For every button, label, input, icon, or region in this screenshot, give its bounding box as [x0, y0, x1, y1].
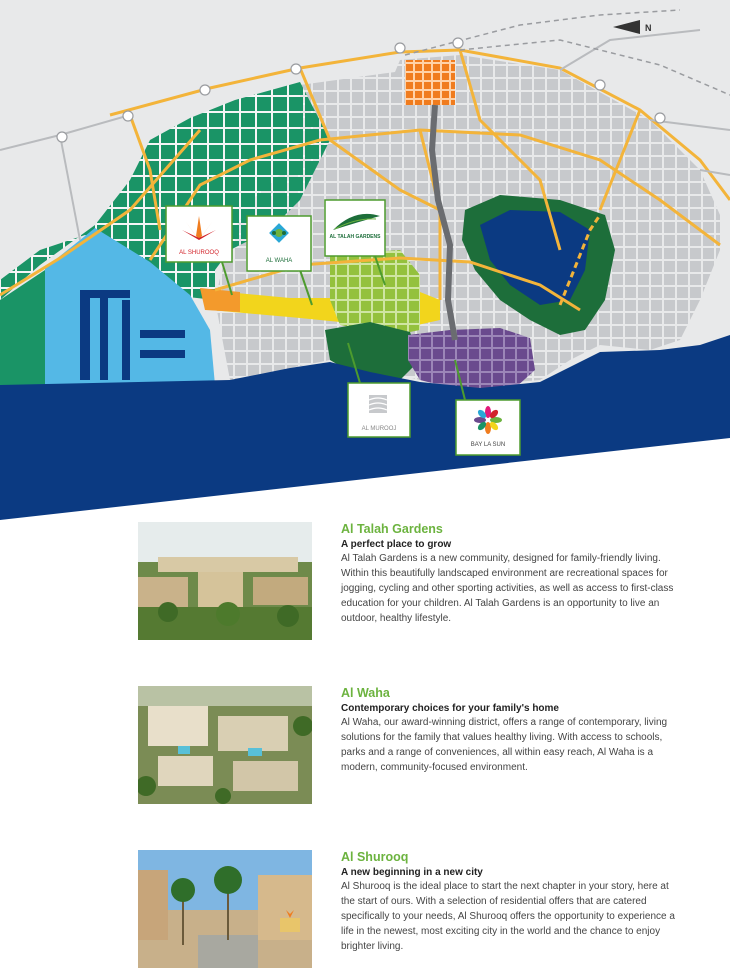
marker-label-al-murooj: AL MUROOJ — [361, 426, 397, 432]
photo-al-shurooq — [138, 850, 312, 968]
marker-label-al-waha: AL WAHA — [265, 258, 293, 264]
section-subtitle: Contemporary choices for your family's home — [341, 703, 559, 714]
section-title: Al Shurooq — [341, 850, 409, 864]
purple-district — [408, 328, 535, 390]
photo-al-waha — [138, 686, 312, 804]
section-subtitle: A perfect place to grow — [341, 539, 452, 550]
section-body: Al Shurooq is the ideal place to start the next chapter in your story, here at the start of ours. With a selection of residential offers that are catered specifically to your needs, Al Shurooq offers the opportunity to experience a life in the newest, most exciting city in the world and the chance to enjoy brighter living. — [341, 881, 675, 952]
orange-corridor-end — [200, 288, 240, 312]
section-title: Al Talah Gardens — [341, 522, 443, 536]
section-title: Al Waha — [341, 686, 390, 700]
marker-label-al-shurooq: AL SHUROOQ — [179, 250, 219, 256]
photo-al-talah-gardens — [138, 522, 312, 640]
north-label: N — [645, 23, 652, 33]
section-subtitle: A new beginning in a new city — [341, 867, 483, 878]
marker-label-bay-la-sun: BAY LA SUN — [470, 442, 506, 448]
marker-label-al-talah-gardens: AL TALAH GARDENS — [329, 234, 381, 240]
section-body: Al Talah Gardens is a new community, designed for family-friendly living. Within this beautifully landscaped environment are recreational spaces for jogging, cycling and other sporting activities, as well as access to first-class education for your children. Al Talah Gardens is an opportunity to live an outdoor, healthy lifestyle. — [341, 553, 674, 624]
waves-square-icon — [369, 395, 387, 413]
orange-district — [405, 60, 455, 105]
section-body: Al Waha, our award-winning district, offers a range of contemporary, living solutions for the family that values healthy living. With access to schools, parks and a range of conveniences, all within easy reach, Al Waha is a modern, community-focused environment. — [341, 717, 668, 773]
